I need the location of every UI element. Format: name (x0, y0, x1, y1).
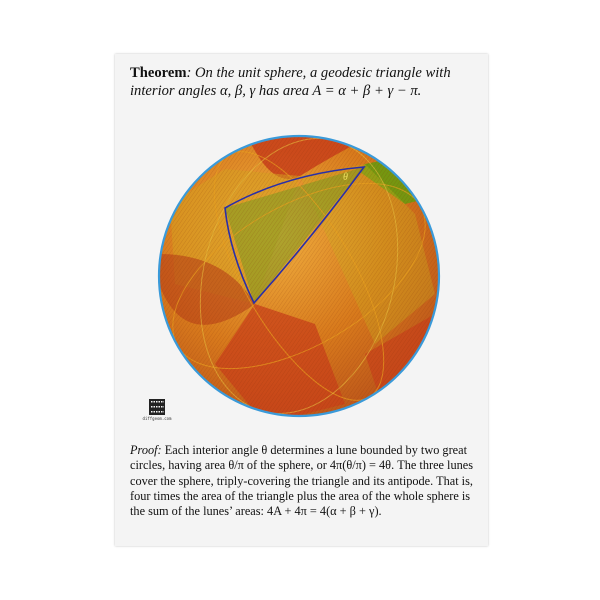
proof-label: Proof: (130, 443, 162, 457)
qr-code (142, 399, 172, 421)
poster (115, 54, 488, 546)
proof-body: Each interior angle θ determines a lune bounded by two great circles, having area θ/π of the sphere, or 4π(θ/π) = 4θ. The three lunes cover the sphere, triply-covering the triangle and its antipode. That is, four times the area of the triangle plus the area of the whole sphere is the sum of the lunes’ areas: 4A + 4π = 4(α + β + γ). (130, 443, 474, 519)
qr-caption: diffgeom.com (142, 416, 172, 421)
angle-theta-label: θ (343, 172, 348, 183)
theorem-statement: : On the unit sphere, a geodesic triangle with interior angles α, β, γ has area A = α + β + γ − π. (130, 65, 451, 99)
theorem-label: Theorem (130, 65, 187, 81)
qr-icon (149, 399, 165, 415)
proof-text (130, 443, 480, 519)
